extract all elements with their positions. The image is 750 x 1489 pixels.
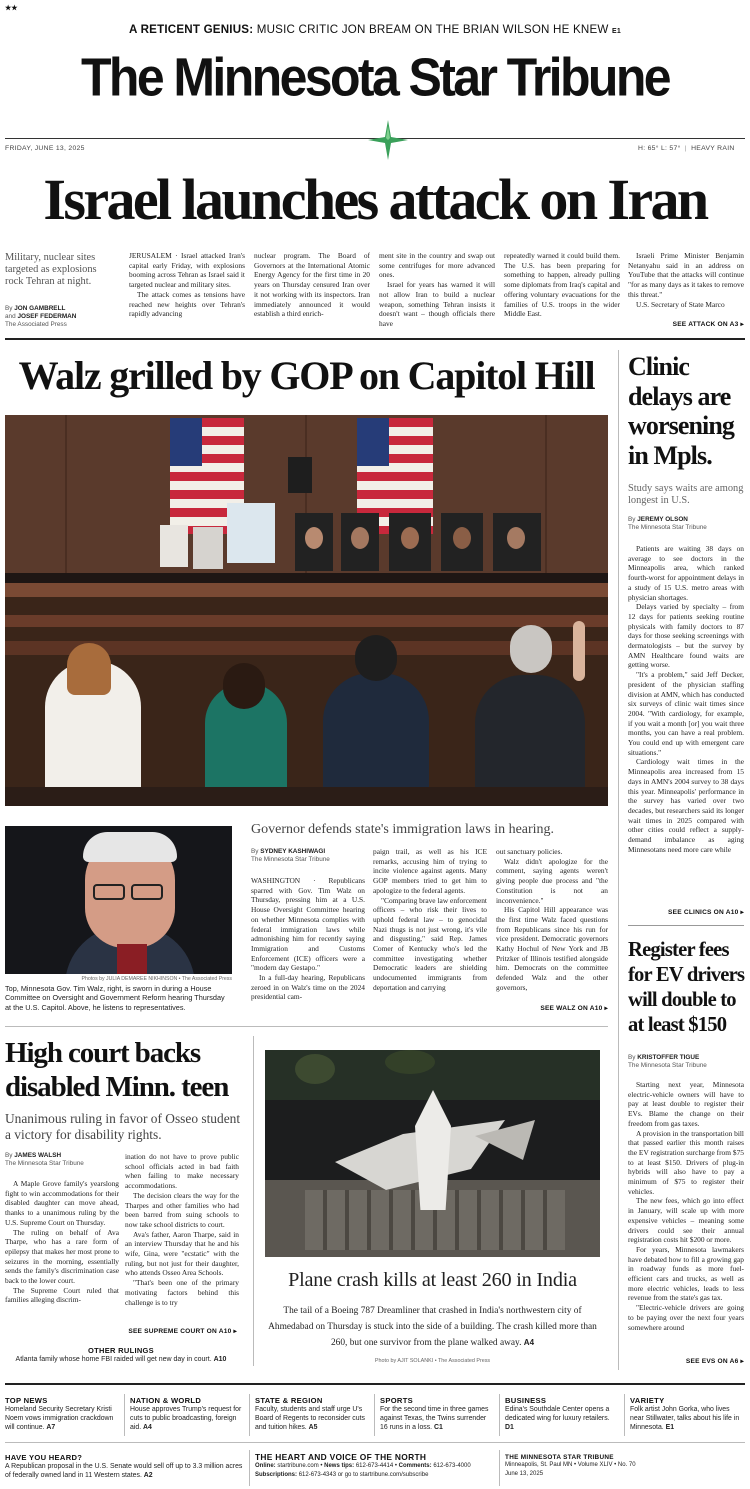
walz-jump-link[interactable]: SEE WALZ ON A10 ▸ bbox=[540, 1005, 608, 1012]
north-star-icon bbox=[366, 118, 410, 162]
clinic-body: Patients are waiting 38 days on average to see doctors in the Minneapolis area, which ranked fourth-worst for appointment delays in a study of 15 U.S. metro areas with physician shortages. Delays varied by specialty – from 12 days for patients seeking routine physicals with family doctors to 87 days for those seeking screenings with dermatologists – but the survey by AMN Healthcare found waits are getting worse. "It's a problem," said Jeff Decker, president of the physician staffing division at AMN, which has conducted six surveys of clinic wait times since 2004. "With cardiology, for example, if you wait a month [or] you wait three months, you can have a real problem. You could end up with emergent care situations." Cardiology wait times in the Minneapolis area increased from 15 days in AMN's 2004 survey to 38 days this year. Minneapolis' performance in the survey has varied over two decades, but researchers said its longer wait times in 2025 compared with other cities could reflect a supply-demand imbalance as aging Minnesotans need more care while bbox=[628, 544, 744, 854]
slogan: THE HEART AND VOICE OF THE NORTH bbox=[255, 1452, 427, 1462]
footer-section-sports[interactable]: SPORTS For the second time in three games against Texas, the Twins surrender 16 runs in a loss. C1 bbox=[380, 1396, 489, 1431]
court-column-2: ination do not have to prove public school officials acted in bad faith when failing to make necessary accommodations. The decision clears the way for the Tharpes and other families who had been barred from suing schools to now take school districts to court. Ava's father, Aaron Tharpe, said in an interview Thursday that he and his wife, Gina, were "ecstatic" with the ruling, but not just for their daughter, who attends Osseo Area Schools. "That's been one of the primary motivating factors behind this challenge is to try bbox=[125, 1152, 239, 1307]
walz-column-1: WASHINGTON · Republicans sparred with Gov. Tim Walz on Thursday, pressing him at a U.S. House Oversight Committee hearing on whether Minnesota complies with federal immigration laws while admonishing him for recently saying Immigration and Customs Enforcement (ICE) officers were a "modern day Gestapo." In a full-day hearing, Republicans zeroed in on Walz's time on the 2024 presidential cam- bbox=[251, 876, 365, 1002]
plane-summary: The tail of a Boeing 787 Dreamliner that crashed in India's northwestern city of Ahmedabad on Thursday is stuck into the side of a building. The crash killed more than 260, but one survivor from the plane walked away. A4 bbox=[268, 1306, 597, 1349]
other-rulings-page: A10 bbox=[213, 1356, 227, 1363]
edition-mark: ★★ bbox=[5, 5, 18, 12]
plane-photo-credit: Photo by AJIT SOLANKI • The Associated Press bbox=[374, 1358, 491, 1364]
plane-headline[interactable]: Plane crash kills at least 260 in India bbox=[288, 1269, 577, 1291]
walz-portrait-photo bbox=[5, 826, 232, 974]
footer-section-state-region[interactable]: STATE & REGION Faculty, students and staff urge U's Board of Regents to reconsider cuts and tuition hikes. A5 bbox=[255, 1396, 365, 1431]
publication-info: THE MINNESOTA STAR TRIBUNE Minneapolis, St. Paul MN • Volume XLIV • No. 70 June 13, 2025 bbox=[505, 1454, 636, 1477]
masthead-date: FRIDAY, JUNE 13, 2025 bbox=[5, 145, 85, 152]
clinic-deck: Study says waits are among longest in U.S. bbox=[628, 483, 744, 506]
hearing-photo bbox=[5, 415, 608, 806]
lead-jump-link[interactable]: SEE ATTACK ON A3 ▸ bbox=[672, 321, 744, 328]
walz-photo-caption: Top, Minnesota Gov. Tim Walz, right, is sworn in during a House Committee on Oversight and Government Reform hearing Thursday at the U.S. Capitol. Above, he listens to representatives. bbox=[5, 984, 225, 1012]
walz-byline: By SYDNEY KASHIWAGI The Minnesota Star Tribune bbox=[251, 848, 330, 863]
lead-column-4: repeatedly warned it could build them. The U.S. has been preparing for something to happen, already pulling some diplomats from Iraq's capital and offering voluntary evacuations for the families of U.S. troops in the wider Middle East. bbox=[504, 251, 620, 319]
walz-column-2: paign trail, as well as his ICE remarks, accusing him of trying to incite violence against agents. Many GOP members tried to get him to apologize to the federal agents. "Comparing brave law enforcement officers – who risk their lives to uphold federal law – to genocidal Nazi thugs is not just wrong, it's vile and disgusting," said Rep. James Comer of Kentucky who's led the committee investigating whether Democratic leaders are shielding undocumented immigrants from deportation and carrying bbox=[373, 847, 487, 992]
walz-headline[interactable]: Walz grilled by GOP on Capitol Hill bbox=[18, 353, 595, 398]
lead-column-3: ment site in the country and swap out some centrifuges for more advanced ones. Israel for years has warned it will not allow Iran to build a nuclear weapon, something Tehran insists it doesn't want – though officials there have bbox=[379, 251, 495, 328]
clinic-byline: By JEREMY OLSON The Minnesota Star Tribune bbox=[628, 516, 707, 531]
court-headline[interactable]: High court backs disabled Minn. teen bbox=[5, 1037, 229, 1103]
teaser-page: E1 bbox=[611, 28, 621, 35]
court-byline: By JAMES WALSH The Minnesota Star Tribune bbox=[5, 1152, 84, 1167]
weather-note: HEAVY RAIN bbox=[691, 145, 735, 152]
have-you-heard[interactable]: HAVE YOU HEARD? A Republican proposal in the U.S. Senate would sell off up to 3.3 million acres of federally owned land in 11 Western states. A2 bbox=[5, 1453, 243, 1479]
ev-body: Starting next year, Minnesota electric-vehicle owners will have to pay at least double to register their EVs. Blame the change on their freedom from gas taxes. A provision in the transportation bill that passed earlier this month raises the EV registration surcharge from $75 to at least $150. Drivers of plug-in hybrids will also have to pay a minimum of $75 to register their vehicles. The new fees, which go into effect in January, will scale up with more expensive vehicles – meaning some drivers could see their annual registration costs hit $200 or more. For years, Minnesota lawmakers have debated how to fill a growing gap in roadway funds as more fuel-efficient cars and trucks, as well as more electric vehicles, leads to less revenue from the state's gas tax. "Electric-vehicle drivers are going to be paying over the next four years somewhere around bbox=[628, 1080, 744, 1332]
walz-photo-credit: Photos by JULIA DEMAREE NIKHINSON • The Associated Press bbox=[81, 976, 232, 982]
footer-section-business[interactable]: BUSINESS Edina's Southdale Center opens a dedicated wing for luxury retailers. D1 bbox=[505, 1396, 610, 1431]
other-rulings[interactable] bbox=[5, 1356, 237, 1363]
footer-section-nation-world[interactable]: NATION & WORLD House approves Trump's request for cuts to public broadcasting, foreign aid. A4 bbox=[130, 1396, 242, 1431]
plane-crash-photo bbox=[265, 1050, 600, 1257]
weather: H: 65° L: 57° | HEAVY RAIN bbox=[638, 145, 735, 152]
weather-temps: H: 65° L: 57° bbox=[638, 145, 681, 152]
teaser-text: MUSIC CRITIC JON BREAM ON THE BRIAN WILSON HE KNEW bbox=[256, 23, 609, 36]
other-rulings-text: Atlanta family whose home FBI raided will get new day in court. bbox=[15, 1356, 212, 1363]
lead-column-5: Israeli Prime Minister Benjamin Netanyahu said in an address on YouTube that the attacks will continue "for as many days as it takes to remove this threat." U.S. Secretary of State Marco bbox=[628, 251, 744, 309]
other-rulings-head: OTHER RULINGS bbox=[88, 1346, 154, 1355]
lead-column-2: nuclear program. The Board of Governors at the International Atomic Energy Agency for the first time in 20 years on Thursday censured Iran over it not working with its inspectors. Iran immediately announced it would establish a third enrich- bbox=[254, 251, 370, 319]
walz-deck: Governor defends state's immigration laws in hearing. bbox=[251, 822, 555, 837]
lead-headline[interactable]: Israel launches attack on Iran bbox=[43, 167, 707, 232]
lead-column-1: JERUSALEM · Israel attacked Iran's capital early Friday, with explosions booming across Tehran as Israel said it targeted nuclear and military sites. The attack comes as tensions have reached new heights over Tehran's rapidly advancing bbox=[129, 251, 245, 319]
lead-byline: By JON GAMBRELL and JOSEF FEDERMAN The Associated Press bbox=[5, 305, 77, 328]
teaser-kicker: A RETICENT GENIUS: bbox=[129, 23, 254, 36]
lead-deck: Military, nuclear sites targeted as explosions rock Tehran at night. bbox=[5, 252, 97, 287]
footer-section-top-news[interactable]: TOP NEWS Homeland Security Secretary Kristi Noem vows immigration crackdown will continue. A7 bbox=[5, 1396, 114, 1431]
contact-block: THE HEART AND VOICE OF THE NORTH Online: startribune.com • News tips: 612-673-4414 • Comments: 612-673-4000 Subscriptions: 612-673-4343 or go to startribune.com/subscribe bbox=[255, 1452, 495, 1480]
walz-column-3: out sanctuary policies. Walz didn't apologize for the comment, saying agents weren't giving people due process and "the Constitution is not an inconvenience." His Capitol Hill appearance was the first time Walz faced questions from Republicans since his run for vice president. Democratic governors Kathy Hochul of New York and JB Pritzker of Illinois testified alongside him. Democrats on the committee defended Walz and the other governors, bbox=[496, 847, 608, 992]
teaser-bar[interactable] bbox=[0, 23, 750, 36]
court-deck: Unanimous ruling in favor of Osseo student a victory for disability rights. bbox=[5, 1111, 241, 1142]
clinic-jump-link[interactable]: SEE CLINICS ON A10 ▸ bbox=[668, 909, 744, 916]
footer-section-variety[interactable]: VARIETY Folk artist John Gorka, who lives near Stillwater, talks about his life in Minnesota. E1 bbox=[630, 1396, 740, 1431]
clinic-headline[interactable]: Clinic delays are worsening in Mpls. bbox=[628, 352, 735, 470]
ev-headline[interactable]: Register fees for EV drivers will double to at least $150 bbox=[628, 939, 745, 1036]
court-jump-link[interactable]: SEE SUPREME COURT ON A10 ▸ bbox=[128, 1328, 237, 1335]
ev-jump-link[interactable]: SEE EVS ON A6 ▸ bbox=[685, 1358, 744, 1365]
masthead-title[interactable]: The Minnesota Star Tribune bbox=[80, 46, 670, 108]
ev-byline: By KRISTOFFER TIGUE The Minnesota Star Tribune bbox=[628, 1054, 707, 1069]
court-column-1: A Maple Grove family's yearslong fight to win accommodations for their disabled daughter can move ahead, thanks to a unanimous ruling by the U.S. Supreme Court on Thursday. The ruling on behalf of Ava Tharpe, who has a rare form of epilepsy that makes her most prone to seizures in the morning, essentially sends the family's discrimination case back to the lower court. The Supreme Court ruled that families alleging discrim- bbox=[5, 1179, 119, 1305]
